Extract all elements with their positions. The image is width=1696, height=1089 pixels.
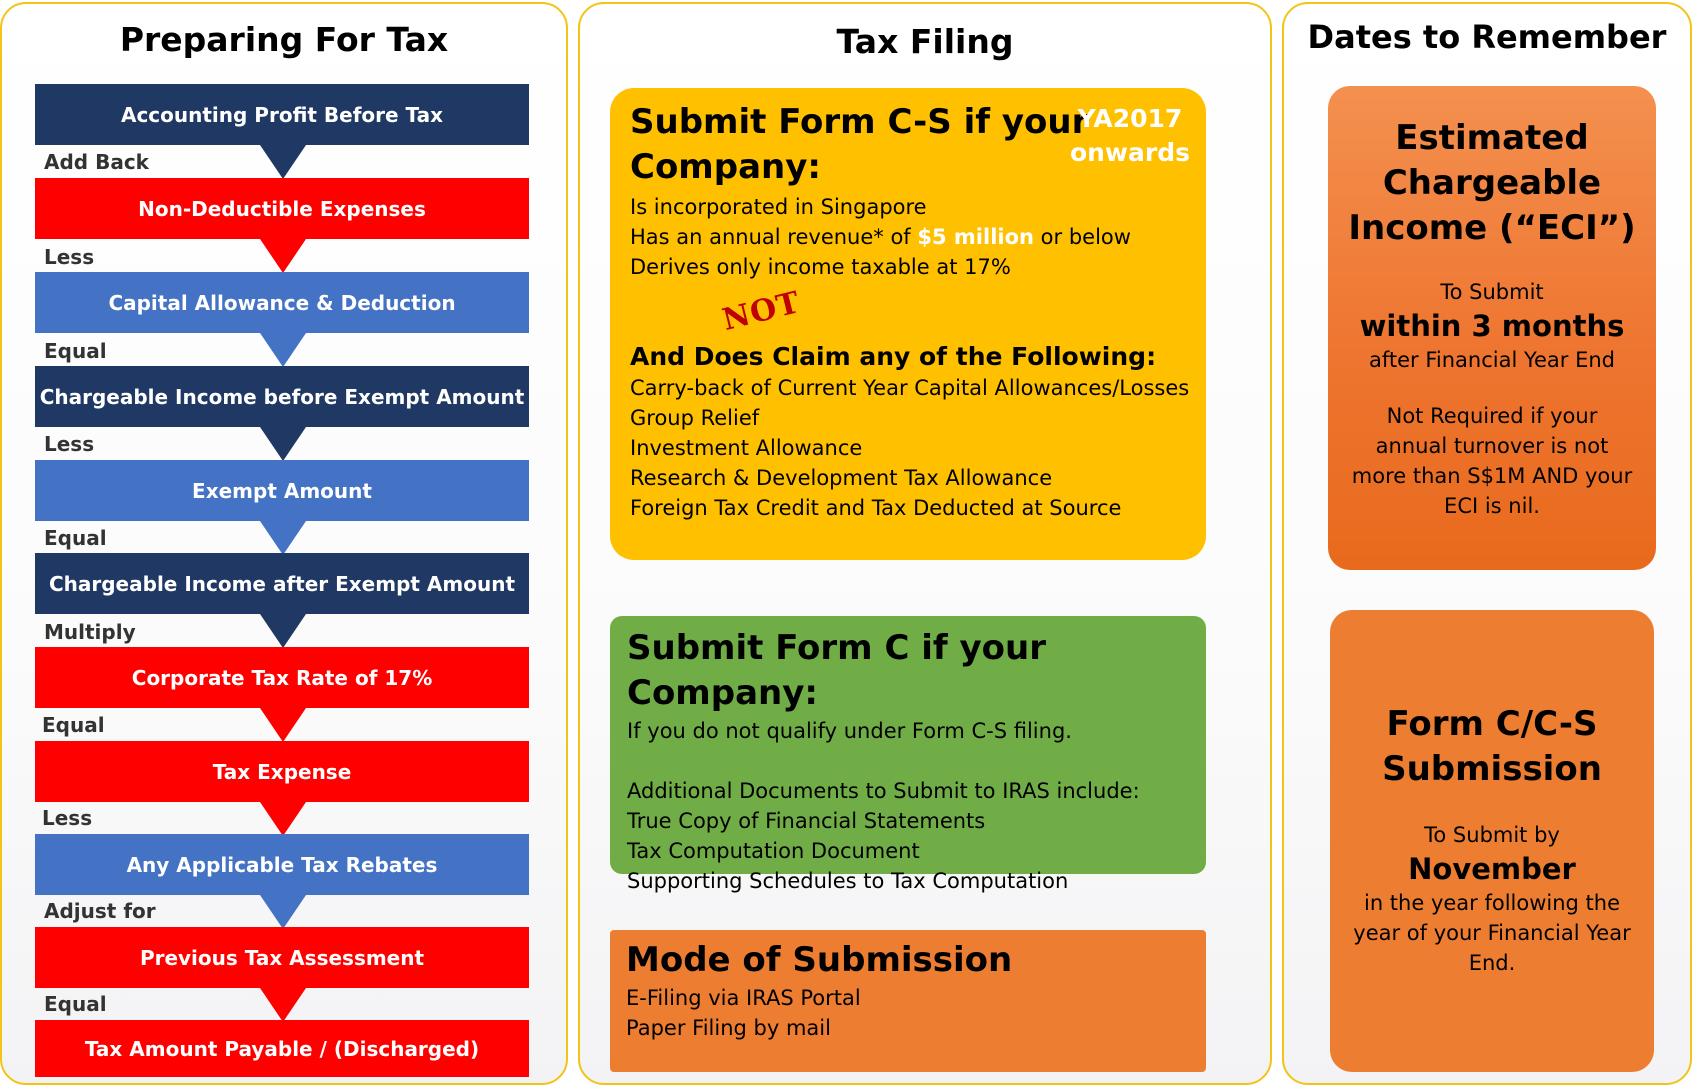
operator-equal: Equal	[44, 526, 107, 550]
doc-item: Tax Computation Document	[627, 839, 920, 863]
flow-arrow	[260, 895, 306, 929]
operator-adjust-for: Adjust for	[44, 899, 156, 923]
form-submission-title: Form C/C-S Submission	[1382, 704, 1602, 789]
flow-arrow	[260, 708, 306, 742]
operator-equal: Equal	[44, 339, 107, 363]
step-exempt-amount: Exempt Amount	[35, 460, 529, 521]
step-capital-allowance: Capital Allowance & Deduction	[35, 272, 529, 333]
eci-note: Not Required if your annual turnover is not more than S$1M AND your ECI is nil.	[1351, 404, 1633, 518]
criteria-income: Derives only income taxable at 17%	[630, 255, 1011, 279]
step-non-deductible: Non-Deductible Expenses	[35, 178, 529, 239]
flow-arrow	[260, 521, 306, 555]
docs-heading: Additional Documents to Submit to IRAS include:	[627, 779, 1140, 803]
claim-heading: And Does Claim any of the Following:	[630, 342, 1157, 371]
form-c-intro: If you do not qualify under Form C-S filing.	[627, 719, 1072, 743]
step-tax-payable: Tax Amount Payable / (Discharged)	[35, 1020, 529, 1077]
tax-filing-title: Tax Filing	[836, 22, 1014, 61]
mode-heading: Mode of Submission	[626, 940, 1013, 980]
form-to-submit: To Submit by	[1424, 823, 1560, 847]
operator-equal: Equal	[44, 992, 107, 1016]
preparing-title: Preparing For Tax	[119, 20, 449, 59]
operator-less: Less	[44, 432, 95, 456]
operator-less: Less	[42, 806, 93, 830]
flow-arrow	[260, 145, 306, 179]
claim-item: Carry-back of Current Year Capital Allowances/Losses	[630, 376, 1190, 400]
form-submission-card	[1330, 610, 1654, 1072]
operator-multiply: Multiply	[44, 620, 136, 644]
eci-to-submit: To Submit	[1440, 280, 1544, 304]
tax-filing-panel	[578, 2, 1272, 1085]
preparing-for-tax-panel	[0, 2, 568, 1085]
mode-item: E-Filing via IRAS Portal	[626, 986, 861, 1010]
flow-arrow	[260, 427, 306, 461]
flow-arrow	[260, 239, 306, 273]
ya2017-badge: YA2017 onwards	[1069, 104, 1190, 167]
operator-equal: Equal	[42, 713, 105, 737]
flow-arrow	[260, 802, 306, 836]
step-corporate-tax-rate: Corporate Tax Rate of 17%	[35, 647, 529, 708]
revenue-highlight: $5 million	[917, 225, 1034, 249]
operator-add-back: Add Back	[44, 150, 149, 174]
claim-item: Investment Allowance	[630, 436, 863, 460]
form-cs-heading: Submit Form C-S if your Company:	[630, 102, 1089, 187]
dates-title: Dates to Remember	[1307, 18, 1667, 56]
step-previous-assessment: Previous Tax Assessment	[35, 927, 529, 988]
form-deadline: November	[1408, 852, 1576, 886]
flow-arrow	[260, 988, 306, 1022]
doc-item: True Copy of Financial Statements	[627, 809, 986, 833]
eci-card	[1328, 86, 1656, 570]
step-tax-rebates: Any Applicable Tax Rebates	[35, 834, 529, 895]
step-chargeable-after: Chargeable Income after Exempt Amount	[35, 553, 529, 614]
step-accounting-profit: Accounting Profit Before Tax	[35, 84, 529, 145]
form-after: in the year following the year of your Financial Year End.	[1353, 891, 1631, 975]
flow-arrow	[260, 614, 306, 648]
form-cs-box	[610, 88, 1206, 560]
criteria-incorporated: Is incorporated in Singapore	[630, 195, 927, 219]
not-stamp: NOT	[718, 284, 804, 339]
step-chargeable-before: Chargeable Income before Exempt Amount	[35, 366, 529, 427]
form-c-heading: Submit Form C if your Company:	[627, 628, 1047, 713]
eci-title: Estimated Chargeable Income (“ECI”)	[1348, 118, 1636, 248]
mode-of-submission-box	[610, 930, 1206, 1072]
claim-item: Research & Development Tax Allowance	[630, 466, 1053, 490]
step-tax-expense: Tax Expense	[35, 741, 529, 802]
claim-item: Group Relief	[630, 406, 760, 430]
eci-deadline: within 3 months	[1359, 309, 1625, 343]
doc-item: Supporting Schedules to Tax Computation	[627, 869, 1069, 893]
eci-after: after Financial Year End	[1368, 348, 1616, 372]
mode-item: Paper Filing by mail	[626, 1016, 831, 1040]
flow-arrow	[260, 333, 306, 367]
claim-item: Foreign Tax Credit and Tax Deducted at Source	[630, 496, 1122, 520]
operator-less: Less	[44, 245, 95, 269]
form-c-box	[610, 616, 1206, 893]
dates-panel	[1282, 2, 1692, 1085]
criteria-revenue: Has an annual revenue* of $5 million or below	[630, 225, 1131, 249]
